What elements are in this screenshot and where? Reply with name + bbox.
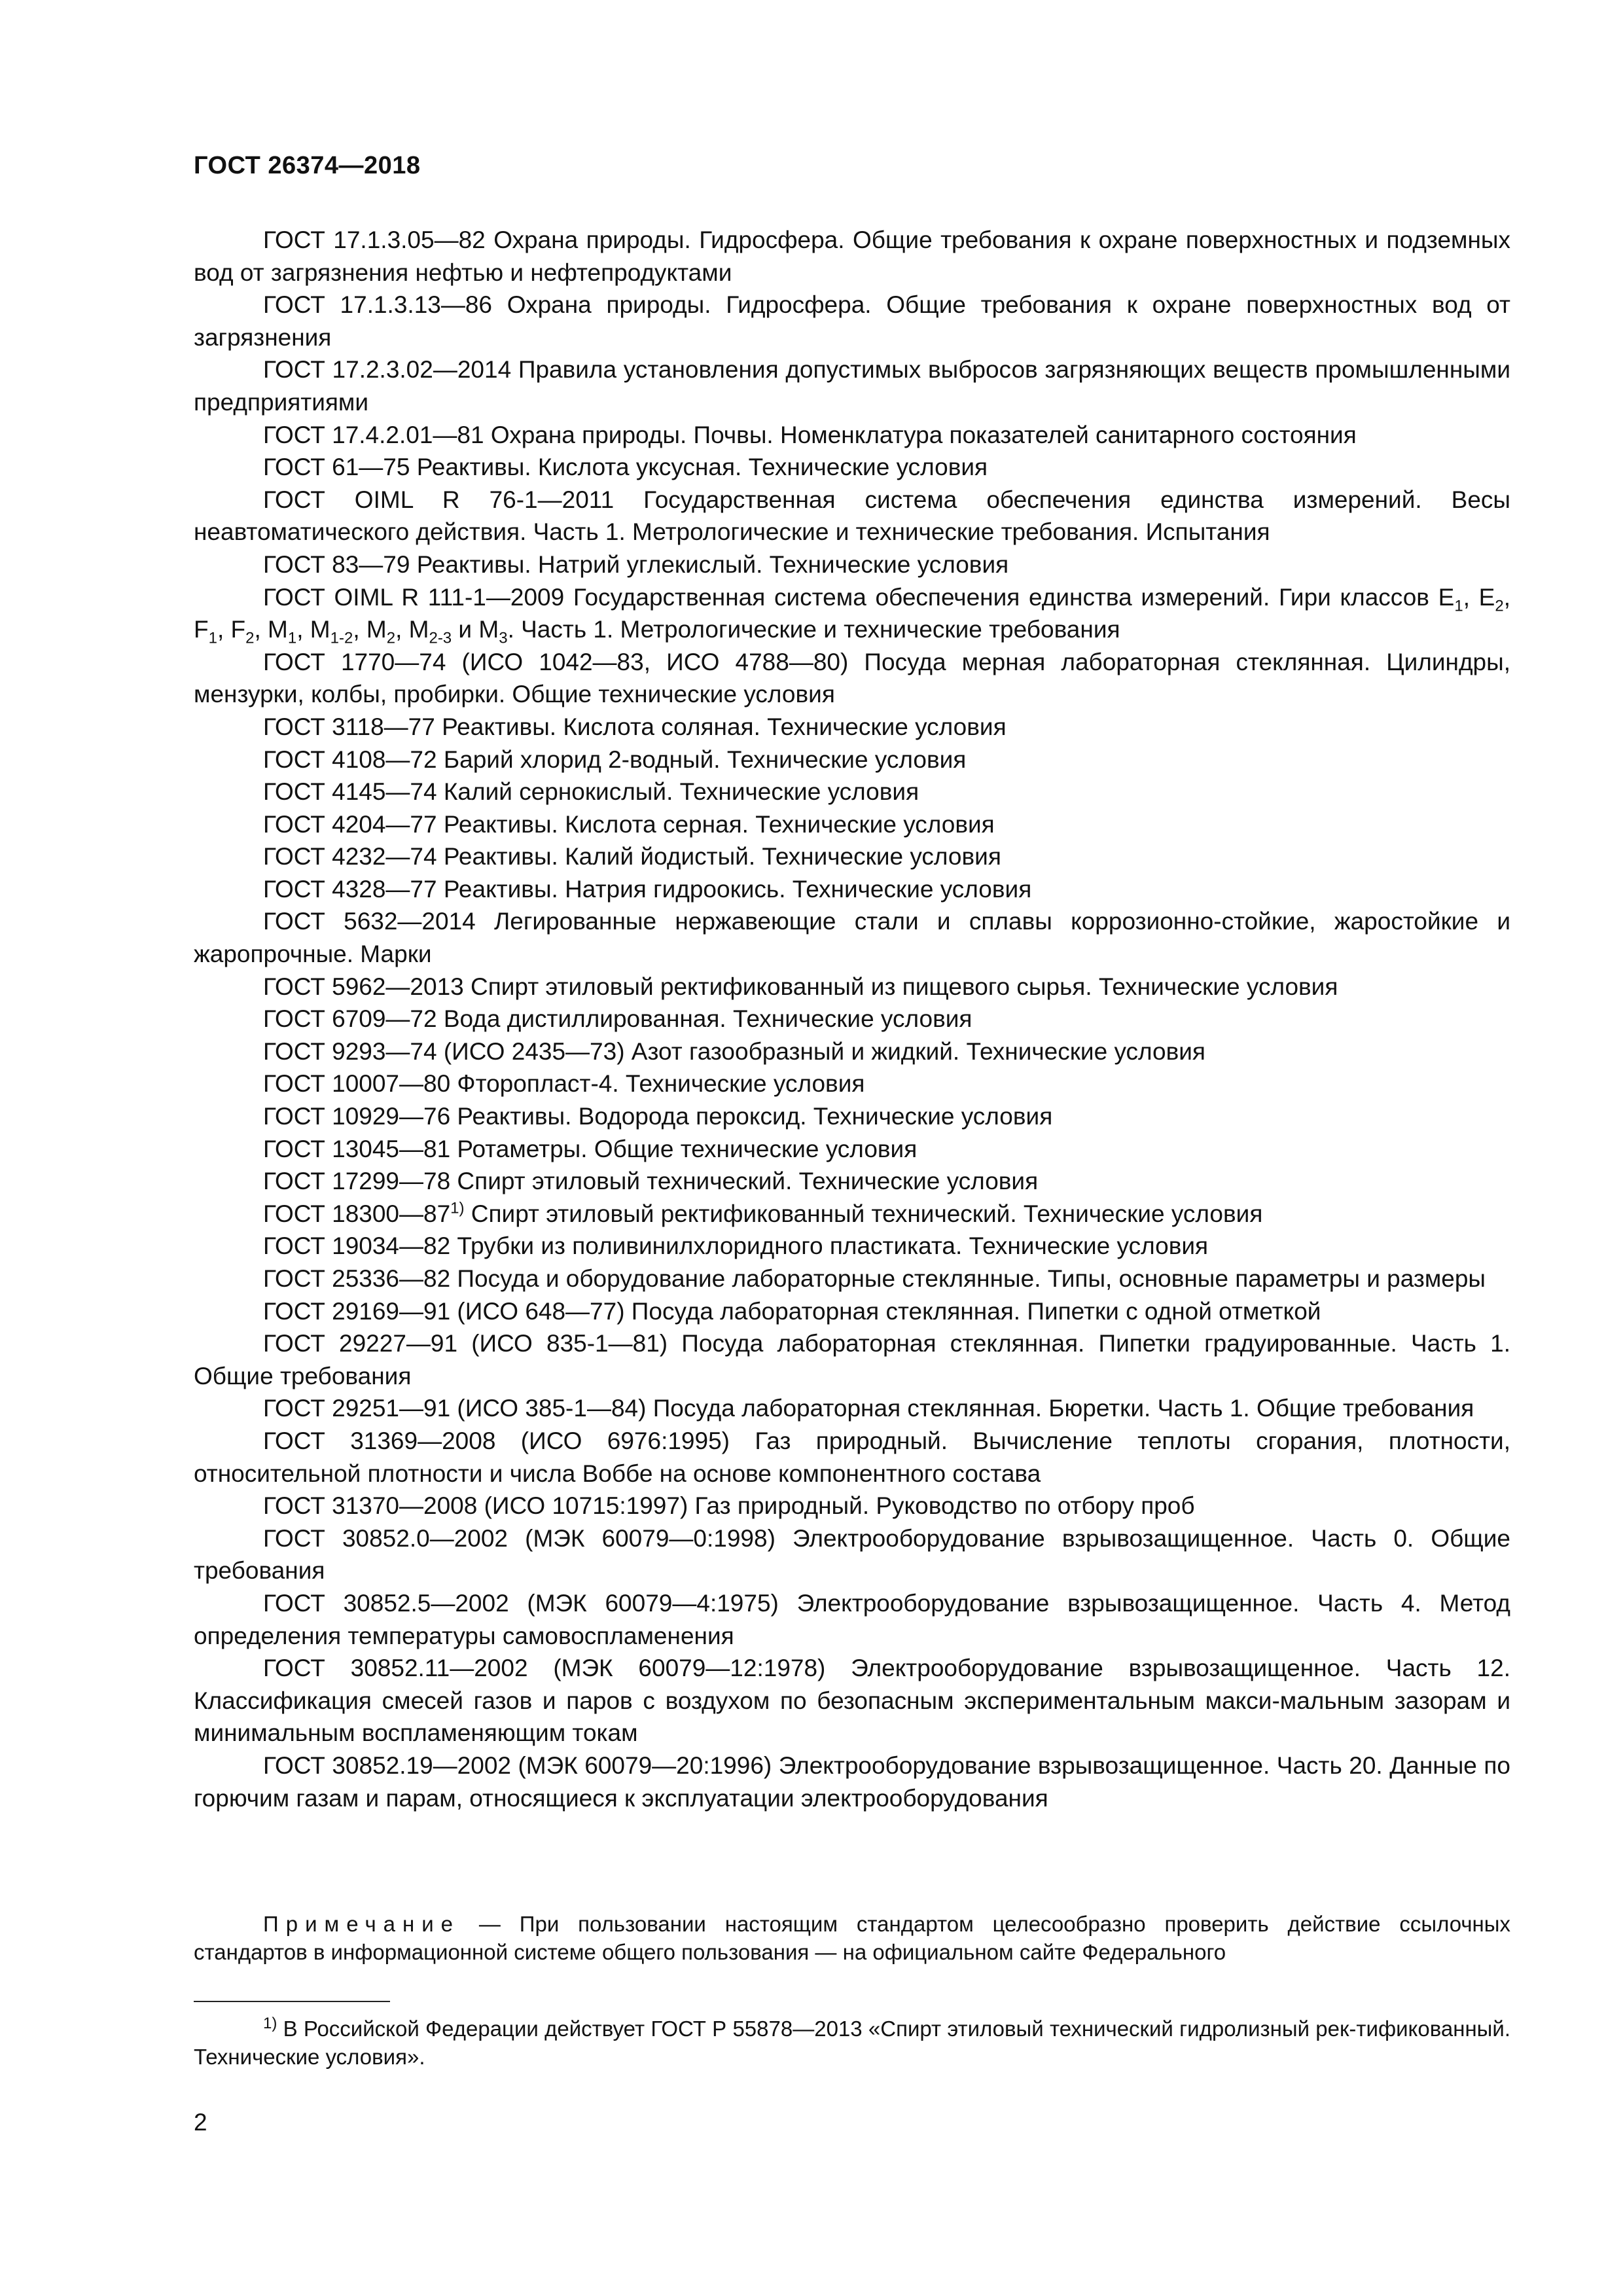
reference-entry: ГОСТ 4232—74 Реактивы. Калий йодистый. Технические условия — [263, 843, 1001, 870]
reference-entry: ГОСТ 17.2.3.02—2014 Правила установления допустимых выбросов загрязняющих веществ промышленными предприятиями — [194, 356, 1510, 416]
document-header: ГОСТ 26374—2018 — [194, 152, 421, 179]
footnote-divider — [194, 2001, 390, 2002]
reference-entry: ГОСТ 4328—77 Реактивы. Натрия гидроокись. Технические условия — [263, 875, 1032, 903]
reference-entry: ГОСТ 25336—82 Посуда и оборудование лабораторные стеклянные. Типы, основные параметры и размеры — [263, 1265, 1486, 1292]
reference-entry: ГОСТ 29169—91 (ИСО 648—77) Посуда лабораторная стеклянная. Пипетки с одной отметкой — [263, 1297, 1321, 1325]
normative-references-list — [194, 224, 1510, 1814]
reference-entry: ГОСТ 9293—74 (ИСО 2435—73) Азот газообразный и жидкий. Технические условия — [263, 1037, 1205, 1065]
note-text: — При пользовании настоящим стандартом целесообразно проверить действие ссылочных стандартов в информационной системе общего пользования — на официальном сайте Федерального — [194, 1912, 1510, 1964]
reference-entry: ГОСТ 13045—81 Ротаметры. Общие технические условия — [263, 1135, 918, 1162]
reference-entry: ГОСТ 31369—2008 (ИСО 6976:1995) Газ природный. Вычисление теплоты сгорания, плотности, относительной плотности и числа Воббе на основе компонентного состава — [194, 1427, 1510, 1487]
reference-entry: ГОСТ OIML R 111-1—2009 Государственная система обеспечения единства измерений. Гири классов $E_1$, $E_2$, $F_1$, $F_2$, $M_1$, $M_{1-2}$, $M_2$, $M_{2-3}$ и $M_3$. Часть 1. Метрологические и технические требования — [194, 583, 1511, 647]
note-label: Примечание — [263, 1912, 461, 1936]
reference-entry: ГОСТ 5962—2013 Спирт этиловый ректификованный из пищевого сырья. Технические условия — [263, 973, 1338, 1000]
reference-entry: ГОСТ 29227—91 (ИСО 835-1—81) Посуда лабораторная стеклянная. Пипетки градуированные. Часть 1. Общие требования — [194, 1330, 1510, 1390]
reference-entry: ГОСТ 83—79 Реактивы. Натрий углекислый. Технические условия — [263, 550, 1009, 578]
reference-entry: ГОСТ 3118—77 Реактивы. Кислота соляная. Технические условия — [263, 713, 1007, 740]
reference-entry: ГОСТ 5632—2014 Легированные нержавеющие стали и сплавы коррозионно-стойкие, жаростойкие и жаропрочные. Марки — [194, 908, 1510, 968]
reference-entry: ГОСТ 4204—77 Реактивы. Кислота серная. Технические условия — [263, 810, 995, 838]
reference-entry: ГОСТ 4145—74 Калий сернокислый. Технические условия — [263, 778, 919, 806]
reference-entry: ГОСТ 17.1.3.13—86 Охрана природы. Гидросфера. Общие требования к охране поверхностных вод от загрязнения — [194, 291, 1510, 351]
reference-entry: ГОСТ 18300—87$^{1)}$ Спирт этиловый ректификованный технический. Технические условия — [263, 1199, 1263, 1227]
reference-entry: ГОСТ 10929—76 Реактивы. Водорода пероксид. Технические условия — [263, 1103, 1053, 1130]
reference-entry: ГОСТ 31370—2008 (ИСО 10715:1997) Газ природный. Руководство по отбору проб — [263, 1492, 1195, 1520]
note-paragraph — [194, 1910, 1510, 1966]
reference-entry: ГОСТ 30852.19—2002 (МЭК 60079—20:1996) Электрооборудование взрывозащищенное. Часть 20. Данные по горючим газам и парам, относящиеся к эксплуатации электрооборудования — [194, 1751, 1510, 1812]
reference-entry: ГОСТ OIML R 76-1—2011 Государственная система обеспечения единства измерений. Весы неавтоматического действия. Часть 1. Метрологические и технические требования. Испытания — [194, 486, 1510, 546]
reference-entry: ГОСТ 10007—80 Фторопласт-4. Технические условия — [263, 1070, 865, 1098]
reference-entry: ГОСТ 30852.5—2002 (МЭК 60079—4:1975) Электрооборудование взрывозащищенное. Часть 4. Метод определения температуры самовоспламенения — [194, 1589, 1510, 1649]
reference-entry: ГОСТ 30852.11—2002 (МЭК 60079—12:1978) Электрооборудование взрывозащищенное. Часть 12. Классификация смесей газов и паров с воздухом по безопасным экспериментальным макси-мальным зазорам и минимальным воспламеняющим токам — [194, 1655, 1510, 1747]
reference-entry: ГОСТ 4108—72 Барий хлорид 2-водный. Технические условия — [263, 745, 967, 773]
reference-entry: ГОСТ 29251—91 (ИСО 385-1—84) Посуда лабораторная стеклянная. Бюретки. Часть 1. Общие требования — [263, 1395, 1474, 1422]
reference-entry: ГОСТ 1770—74 (ИСО 1042—83, ИСО 4788—80) Посуда мерная лабораторная стеклянная. Цилиндры, мензурки, колбы, пробирки. Общие технические условия — [194, 648, 1510, 708]
reference-entry: ГОСТ 61—75 Реактивы. Кислота уксусная. Технические условия — [263, 454, 988, 481]
reference-entry: ГОСТ 17299—78 Спирт этиловый технический. Технические условия — [263, 1168, 1039, 1195]
footnote — [194, 2015, 1510, 2071]
reference-entry: ГОСТ 17.4.2.01—81 Охрана природы. Почвы. Номенклатура показателей санитарного состояния — [263, 421, 1357, 448]
footnote-mark: 1) — [263, 2015, 277, 2032]
reference-entry: ГОСТ 30852.0—2002 (МЭК 60079—0:1998) Электрооборудование взрывозащищенное. Часть 0. Общие требования — [194, 1524, 1510, 1585]
reference-entry: ГОСТ 19034—82 Трубки из поливинилхлоридного пластиката. Технические условия — [263, 1232, 1209, 1260]
footnote-text: В Российской Федерации действует ГОСТ Р 55878—2013 «Спирт этиловый технический гидролизный рек-тификованный. Технические условия». — [194, 2017, 1510, 2069]
reference-entry: ГОСТ 17.1.3.05—82 Охрана природы. Гидросфера. Общие требования к охране поверхностных и подземных вод от загрязнения нефтью и нефтепродуктами — [194, 226, 1510, 286]
page-number: 2 — [194, 2109, 207, 2136]
reference-entry: ГОСТ 6709—72 Вода дистиллированная. Технические условия — [263, 1005, 972, 1033]
